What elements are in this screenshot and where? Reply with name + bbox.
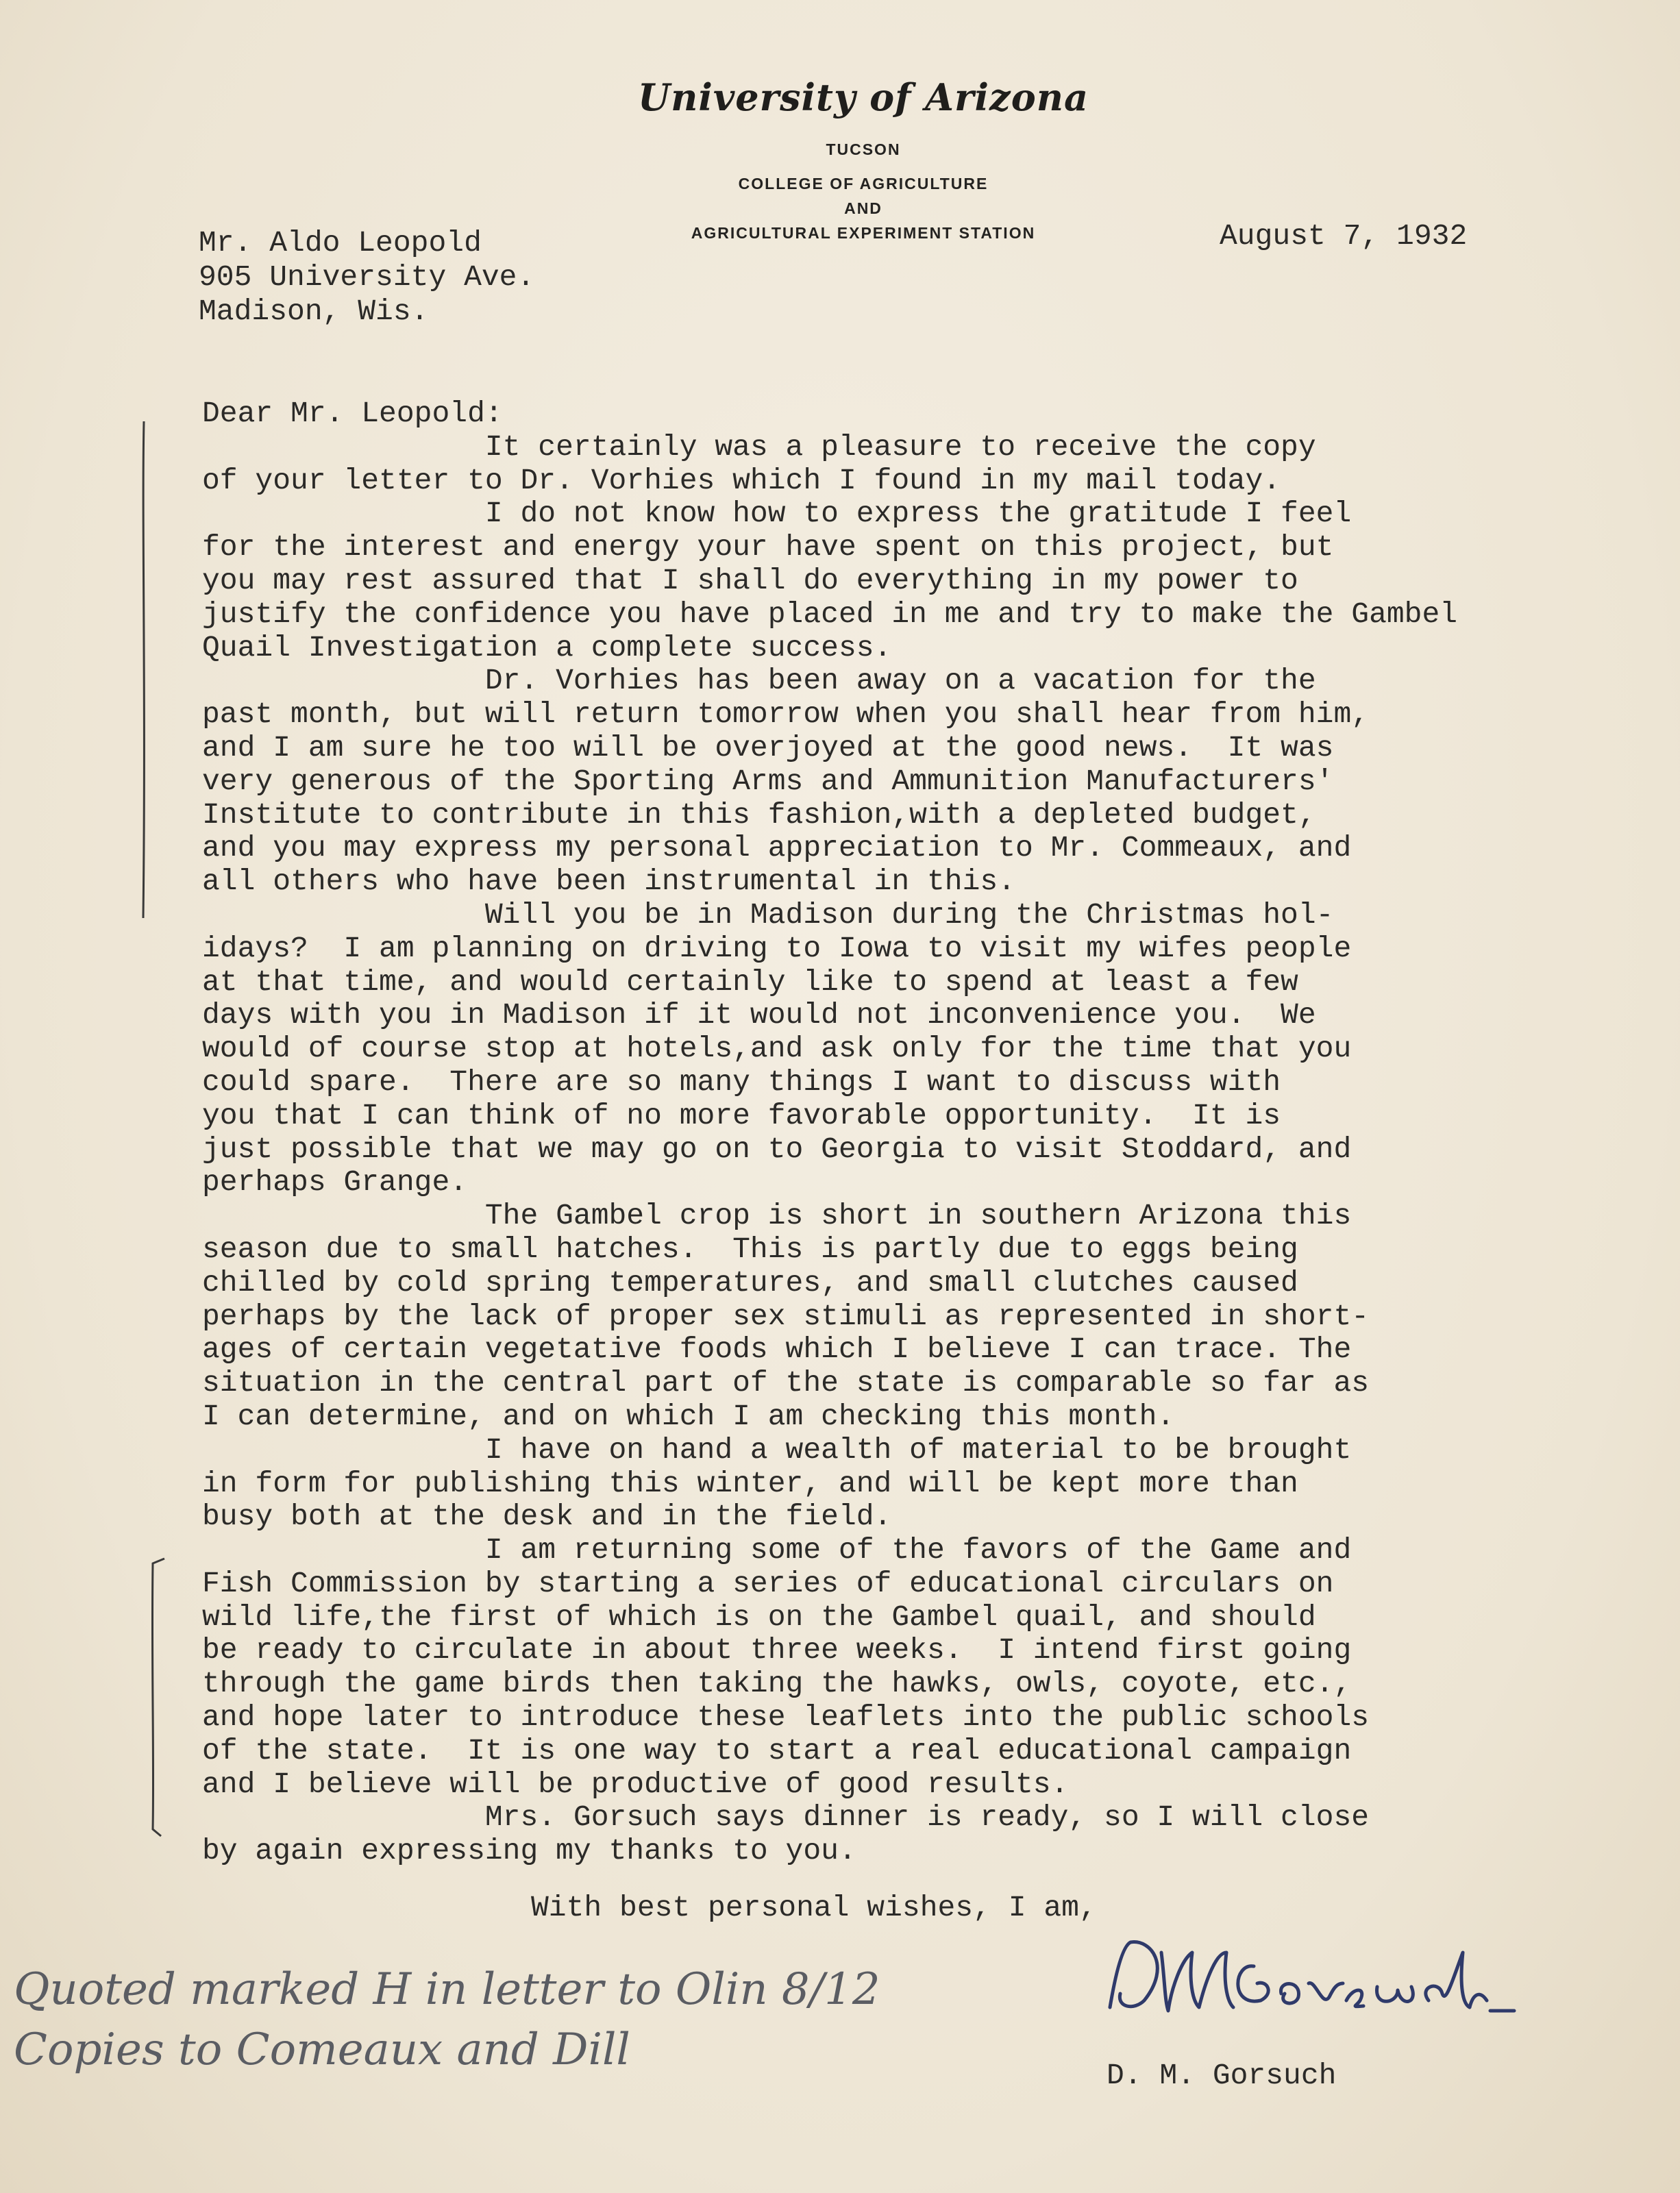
body-line: I do not know how to express the gratitude I feel [202, 497, 1352, 531]
body-line: and I am sure he too will be overjoyed at the good news. It was [202, 730, 1334, 765]
note-line: Copies to Comeaux and Dill [14, 2024, 630, 2075]
body-line: situation in the central part of the state is comparable so far as [202, 1366, 1370, 1400]
body-line: ages of certain vegetative foods which I believe I can trace. The [202, 1333, 1352, 1367]
body-line: perhaps Grange. [202, 1165, 468, 1200]
body-line: and I believe will be productive of good results. [202, 1767, 1069, 1801]
body-line: Quail Investigation a complete success. [202, 630, 892, 665]
body-line: in form for publishing this winter, and will be kept more than [202, 1466, 1298, 1500]
body-line: chilled by cold spring temperatures, and small clutches caused [202, 1265, 1298, 1300]
body-line: and hope later to introduce these leaflets into the public schools [202, 1700, 1370, 1735]
address-line: Madison, Wis. [199, 295, 429, 328]
body-line: perhaps by the lack of proper sex stimuli as represented in short- [202, 1299, 1370, 1333]
address-line: 905 University Ave. [199, 260, 535, 294]
letterhead-city: TUCSON [826, 140, 901, 158]
university-name: University of Arizona [638, 75, 1089, 119]
body-line: Will you be in Madison during the Christmas hol- [202, 897, 1334, 932]
body-line: Dr. Vorhies has been away on a vacation for the [202, 664, 1316, 698]
letter-body [202, 397, 1572, 1868]
body-line: past month, but will return tomorrow when you shall hear from him, [202, 697, 1370, 732]
body-line: idays? I am planning on driving to Iowa to visit my wifes people [202, 931, 1352, 965]
body-line: by again expressing my thanks to you. [202, 1834, 856, 1868]
margin-bracket-mark [140, 1555, 175, 1843]
body-line: for the interest and energy your have spent on this project, but [202, 530, 1334, 565]
letterhead-and: AND [844, 199, 882, 217]
note-line: Quoted marked H in letter to Olin 8/12 [14, 1964, 880, 2015]
letterhead-college: COLLEGE OF AGRICULTURE [738, 175, 989, 193]
body-line: The Gambel crop is short in southern Arizona this [202, 1199, 1352, 1233]
body-line: and you may express my personal appreciation to Mr. Commeaux, and [202, 831, 1352, 865]
typed-signature-name: D. M. Gorsuch [1107, 2059, 1337, 2092]
body-line: justify the confidence you have placed in me and try to make the Gambel [202, 597, 1458, 631]
body-line: you may rest assured that I shall do everything in my power to [202, 563, 1298, 597]
body-line: busy both at the desk and in the field. [202, 1500, 892, 1534]
letter-date: August 7, 1932 [1220, 219, 1468, 253]
body-line: at that time, and would certainly like to spend at least a few [202, 965, 1298, 999]
body-line: I can determine, and on which I am checking this month. [202, 1399, 1175, 1433]
body-line: I am returning some of the favors of the Game and [202, 1533, 1352, 1568]
letterhead [589, 75, 1137, 245]
body-line: Fish Commission by starting a series of educational circulars on [202, 1566, 1334, 1600]
recipient-address [199, 226, 534, 329]
body-line: very generous of the Sporting Arms and Ammunition Manufacturers' [202, 764, 1334, 798]
body-line: of the state. It is one way to start a real educational campaign [202, 1733, 1352, 1768]
body-line: all others who have been instrumental in this. [202, 865, 1015, 899]
body-line: Institute to contribute in this fashion,with a depleted budget, [202, 797, 1316, 832]
body-line: through the game birds then taking the hawks, owls, coyote, etc., [202, 1667, 1352, 1701]
body-line: Dear Mr. Leopold: [202, 397, 503, 430]
letterhead-station: AGRICULTURAL EXPERIMENT STATION [691, 224, 1036, 242]
handwritten-signature [1096, 1925, 1521, 2035]
body-line: would of course stop at hotels,and ask only for the time that you [202, 1032, 1352, 1066]
margin-line-mark [134, 418, 154, 925]
body-line: wild life,the first of which is on the Gambel quail, and should [202, 1600, 1316, 1634]
body-line: be ready to circulate in about three weeks. I intend first going [202, 1633, 1352, 1668]
body-line: of your letter to Dr. Vorhies which I found in my mail today. [202, 463, 1281, 497]
body-line: you that I can think of no more favorable opportunity. It is [202, 1098, 1281, 1132]
body-line: just possible that we may go on to Georgia to visit Stoddard, and [202, 1132, 1352, 1166]
closing-line: With best personal wishes, I am, [531, 1891, 1097, 1924]
body-line: Mrs. Gorsuch says dinner is ready, so I will close [202, 1800, 1370, 1835]
body-line: I have on hand a wealth of material to be brought [202, 1433, 1352, 1467]
address-line: Mr. Aldo Leopold [199, 226, 482, 260]
body-line: days with you in Madison if it would not inconvenience you. We [202, 998, 1316, 1032]
body-line: could spare. There are so many things I want to discuss with [202, 1065, 1281, 1099]
handwritten-notes [14, 1959, 918, 2080]
body-line: season due to small hatches. This is partly due to eggs being [202, 1232, 1298, 1266]
body-line: It certainly was a pleasure to receive the copy [202, 430, 1316, 464]
